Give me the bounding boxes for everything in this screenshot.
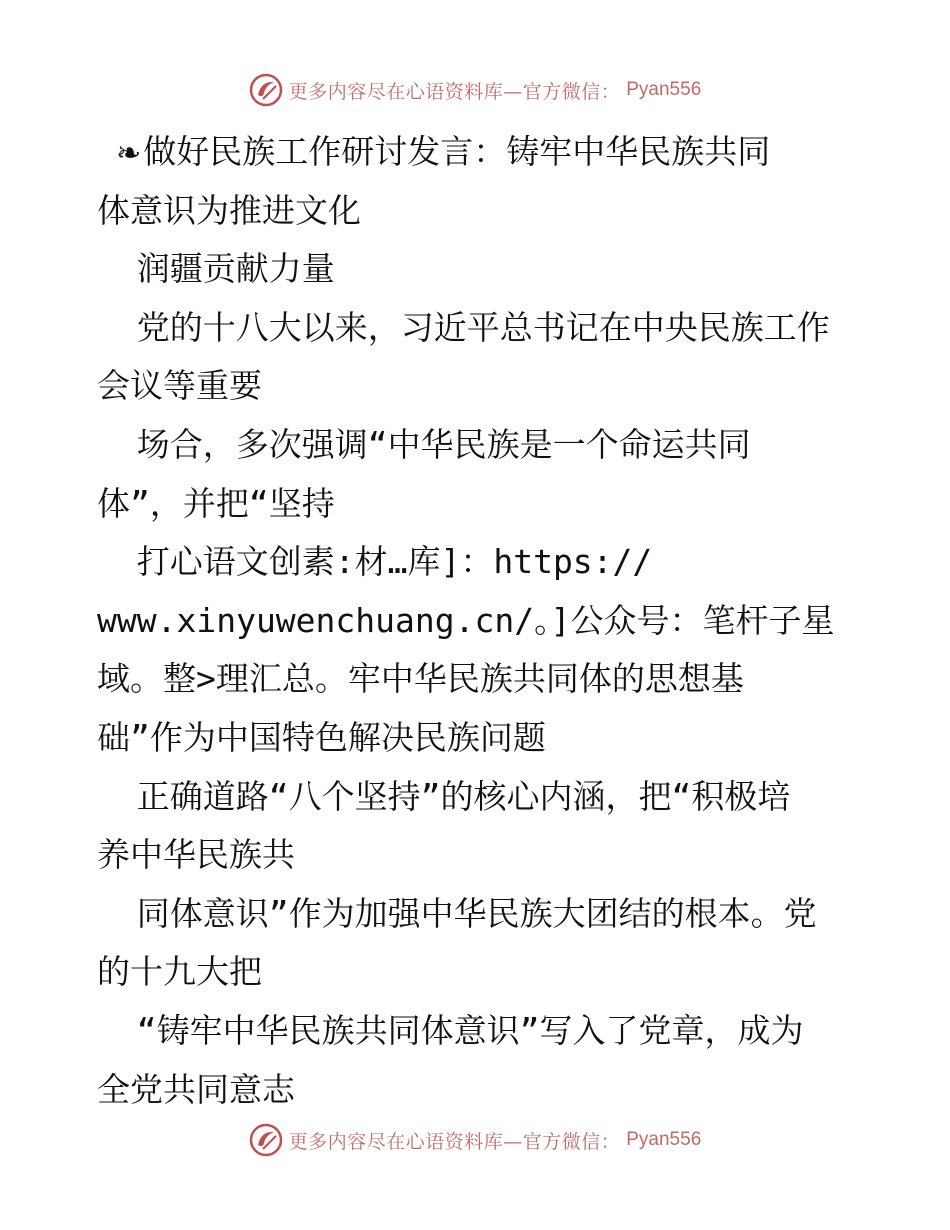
red-swirl-logo-icon (249, 1123, 283, 1157)
document-line: www.xinyuwenchuang.cn/。]公众号：笔杆子星 (97, 600, 835, 640)
header-watermark-banner (0, 70, 950, 110)
footer-watermark-banner (0, 1120, 950, 1160)
banner-inner (249, 73, 702, 107)
document-line: “铸牢中华民族共同体意识”写入了党章，成为 (97, 1010, 804, 1050)
document-line: 同体意识”作为加强中华民族大团结的根本。党 (97, 893, 817, 933)
document-line: 会议等重要 (97, 366, 262, 406)
banner-wechat-id: Pyan556 (626, 79, 702, 100)
document-title-line-2: 体意识为推进文化 (97, 190, 361, 230)
document-line: 润疆贡献力量 (97, 249, 335, 289)
document-line: 正确道路“八个坚持”的核心内涵，把“积极培 (97, 776, 791, 816)
fleuron-icon: ❧ (97, 136, 142, 171)
document-line: 的十九大把 (97, 952, 262, 992)
document-line: 体”，并把“坚持 (97, 483, 335, 523)
banner-inner (249, 1123, 702, 1157)
document-line: 打心语文创素:材…库]：https:// (97, 542, 653, 582)
banner-text: 更多内容尽在心语资料库—官方微信： (288, 80, 621, 103)
banner-text: 更多内容尽在心语资料库—官方微信： (288, 1130, 621, 1153)
red-swirl-logo-icon (249, 73, 283, 107)
document-body (97, 123, 897, 1119)
document-line: 域。整>理汇总。牢中华民族共同体的思想基 (97, 659, 744, 699)
document-title-line-1: ❧做好民族工作研讨发言：铸牢中华民族共同 (97, 123, 897, 182)
document-line: 党的十八大以来，习近平总书记在中央民族工作 (97, 307, 830, 347)
document-line: 全党共同意志 (97, 1069, 295, 1109)
document-line: 养中华民族共 (97, 835, 295, 875)
document-line: 础”作为中国特色解决民族问题 (97, 717, 546, 757)
banner-wechat-id: Pyan556 (626, 1129, 702, 1150)
document-line: 场合，多次强调“中华民族是一个命运共同 (97, 424, 751, 464)
